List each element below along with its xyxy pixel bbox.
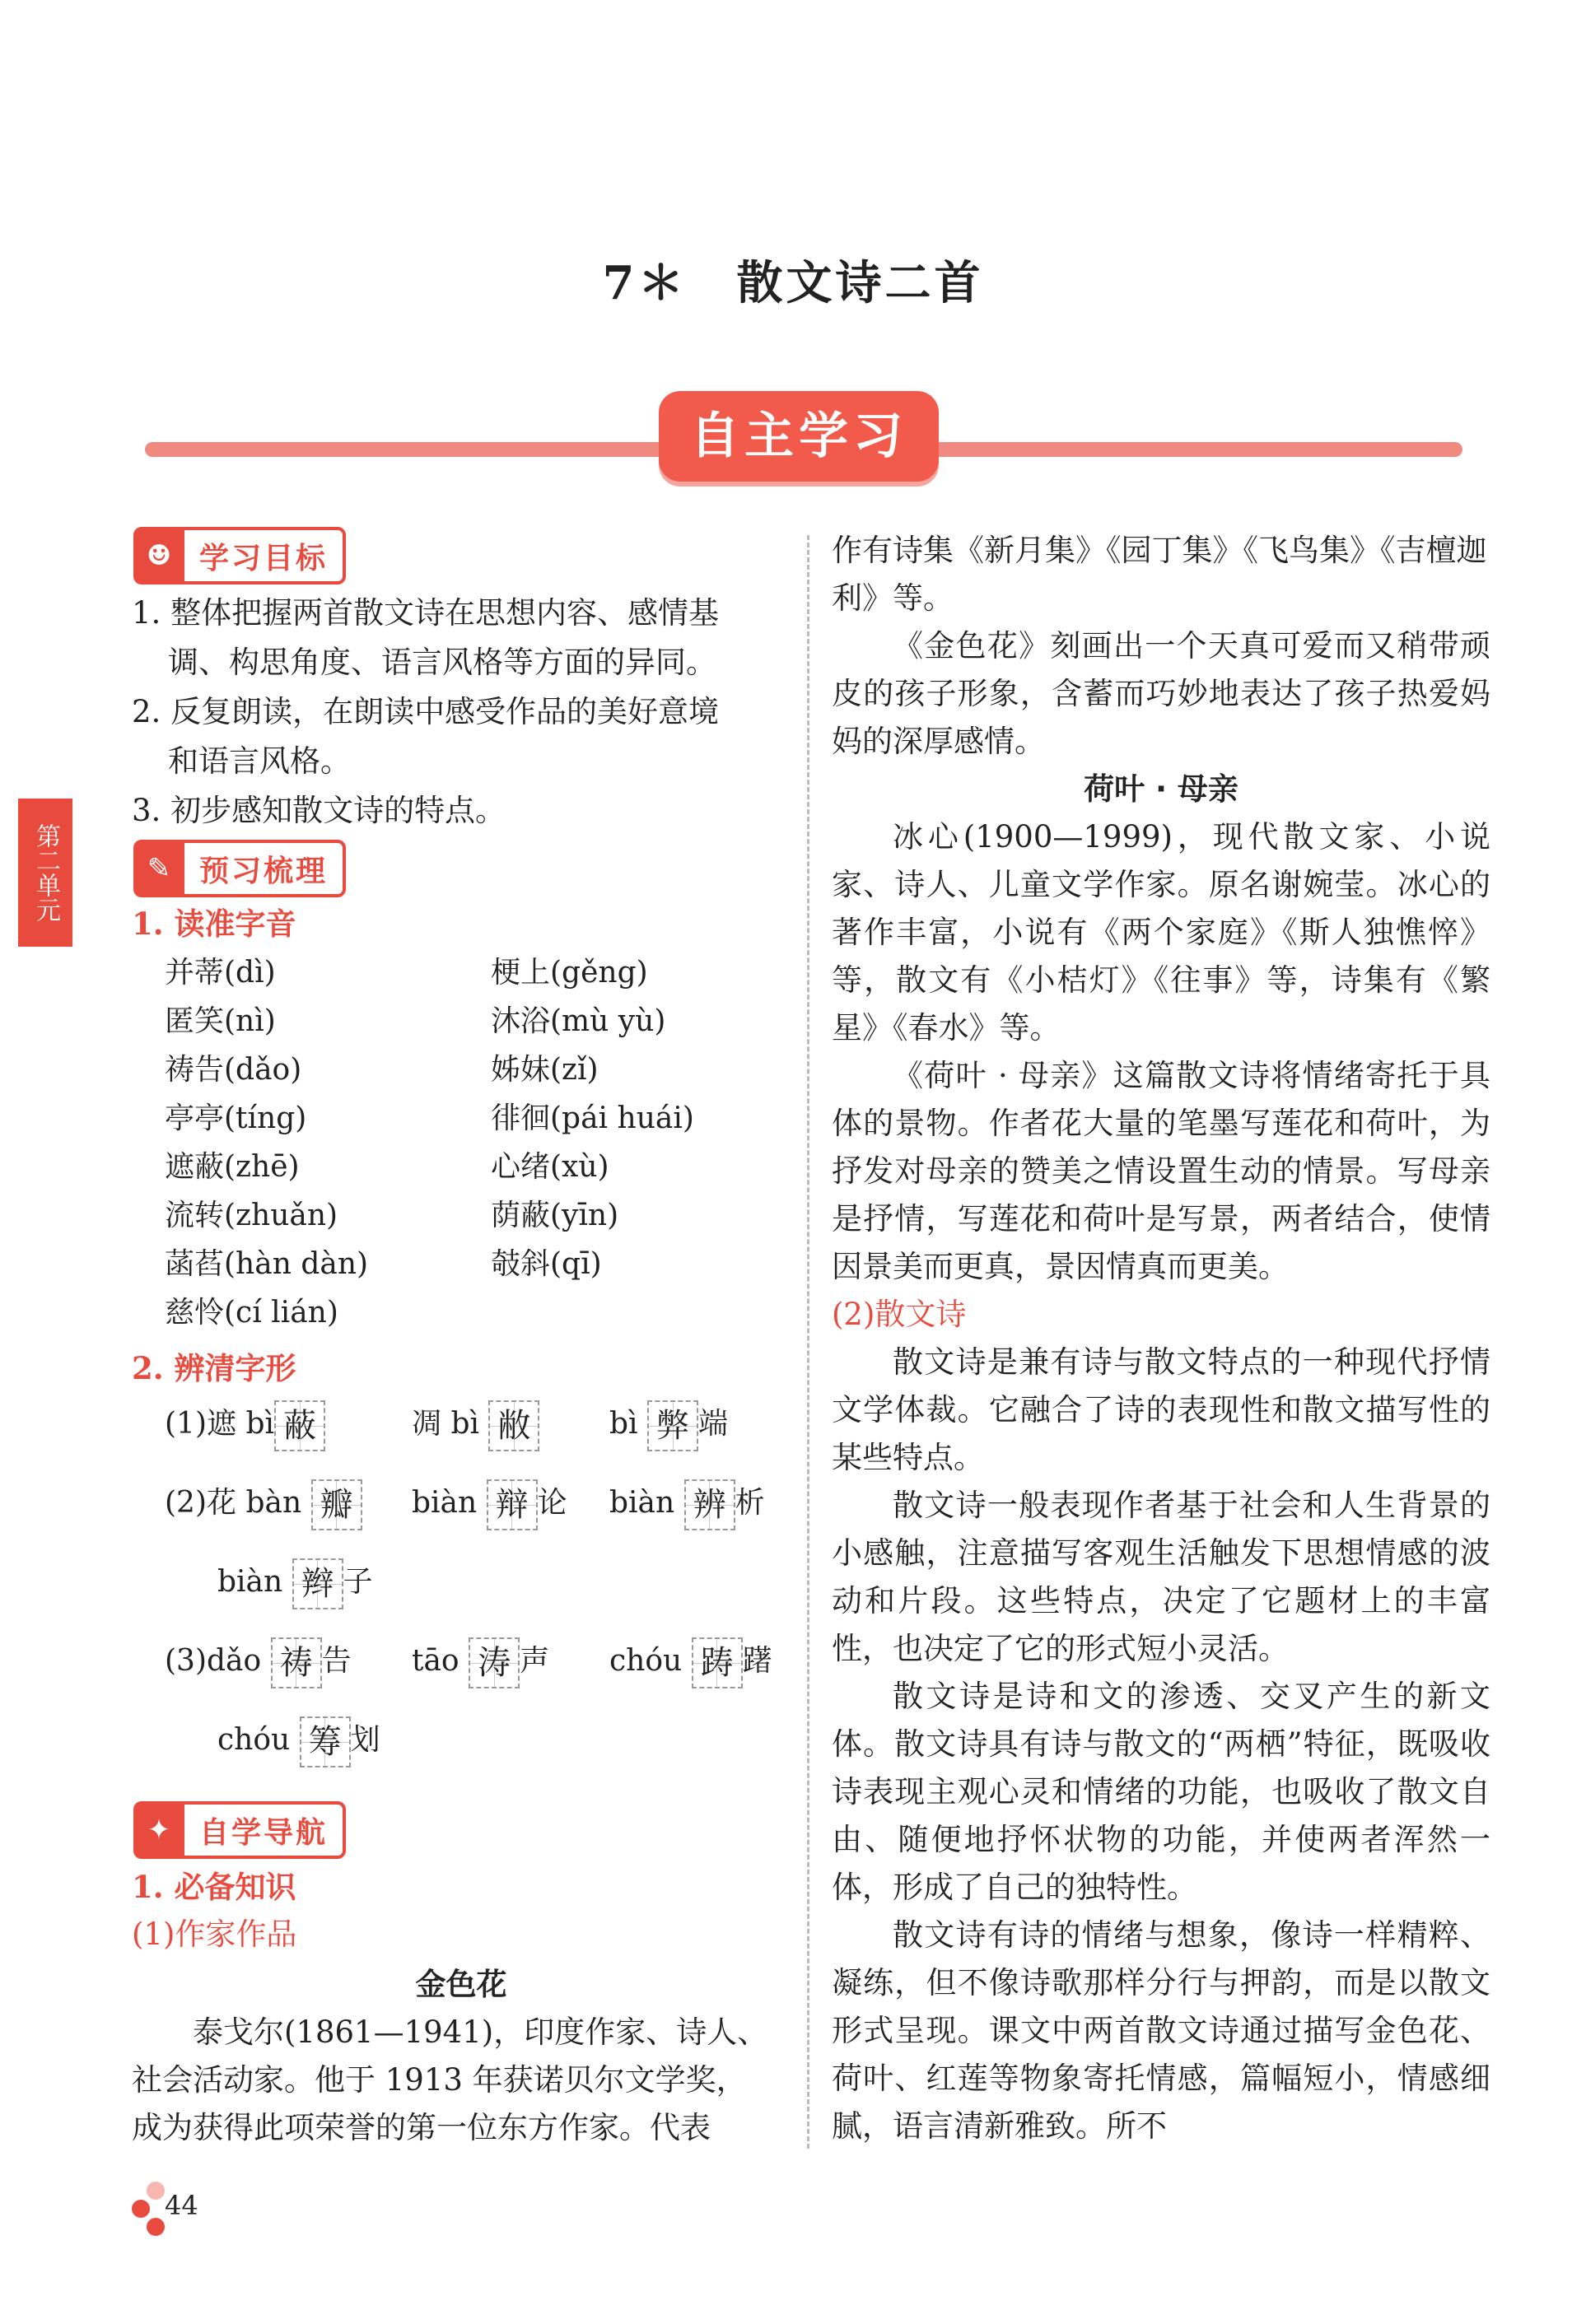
- tagore-intro: 泰戈尔(1861—1941)，印度作家、诗人、 社会活动家。他于 1913 年获诺贝尔文学奖， 成为获得此项荣誉的第一位东方作家。代表: [132, 2014, 768, 2145]
- glyph-row: chóu 筹 划: [165, 1716, 791, 1795]
- student-icon: ☻: [133, 530, 184, 581]
- page-number: 44: [165, 2190, 198, 2221]
- guide-header: ✦ 自学导航: [133, 1801, 346, 1859]
- pinyin-heading: 1. 读准字音: [132, 906, 296, 942]
- right-column: [832, 527, 1490, 2150]
- book-title-lotus-mother: 荷叶 · 母亲: [1084, 771, 1238, 807]
- glyph-exercises: [165, 1400, 791, 1795]
- pinyin-right-list: 梗上(gěng) 沐浴(mù yù) 姊妹(zǐ) 徘徊(pái huái) 心绪(xù) 荫蔽(yīn) 攲斜(qī): [491, 956, 694, 1281]
- preview-header: ✎ 预习梳理: [133, 840, 346, 897]
- pinyin-left-list: 并蒂(dì) 匿笑(nì) 祷告(dǎo) 亭亭(tíng) 遮蔽(zhē) 流转(zhuǎn) 菡萏(hàn dàn) 慈怜(cí lián): [165, 956, 369, 1330]
- page-title: 7＊ 散文诗二首: [602, 256, 984, 310]
- pencil-icon: ✎: [133, 843, 184, 894]
- golden-flower-summary: 《金色花》刻画出一个天真可爱而又稍带顽皮的孩子形象，含蓄而巧妙地表达了孩子热爱妈妈的深厚感情。: [832, 628, 1490, 759]
- glyph-row: (2)花 bàn 瓣 biàn 辩 论 biàn 辨 析: [165, 1479, 791, 1558]
- glyph-heading: 2. 辨清字形: [132, 1350, 296, 1386]
- book-title-golden-flower: 金色花: [415, 1967, 507, 2002]
- hexagon-decoration: [132, 2182, 165, 2239]
- column-divider: [807, 535, 809, 2149]
- goals-list: 1. 整体把握两首散文诗在思想内容、感情基 调、构思角度、语言风格等方面的异同。 2. 反复朗读，在朗读中感受作品的美好意境 和语言风格。 3. 初步感知散文诗的特点。: [132, 595, 720, 828]
- goals-header: ☻ 学习目标: [133, 527, 346, 584]
- author-works-heading: (1)作家作品: [132, 1916, 297, 1952]
- glyph-row: (3)dǎo 祷 告 tāo 涛 声 chóu 踌 躇: [165, 1637, 791, 1716]
- unit-side-tab: 第二单元: [18, 799, 72, 947]
- knowledge-heading: 1. 必备知识: [132, 1869, 296, 1905]
- prose-poem-p1: 散文诗是兼有诗与散文特点的一种现代抒情文学体裁。它融合了诗的表现性和散文描写性的某些特点。: [832, 1344, 1490, 1475]
- works-continued: 作有诗集《新月集》《园丁集》《飞鸟集》《吉檀迦 利》等。: [832, 533, 1487, 616]
- bingxin-intro: 冰心(1900—1999)，现代散文家、小说家、诗人、儿童文学作家。原名谢婉莹。冰心的著作丰富，小说有《两个家庭》《斯人独憔悴》等，散文有《小桔灯》《往事》等，诗集有《繁星》《春水》等。: [832, 819, 1490, 1046]
- telescope-icon: ✦: [133, 1805, 184, 1856]
- section-banner: 自主学习: [659, 391, 939, 482]
- glyph-row: (1)遮 bì 蔽 凋 bì 敝 bì 弊 端: [165, 1400, 791, 1479]
- glyph-row: biàn 辫 子: [165, 1558, 791, 1637]
- lotus-mother-summary: 《荷叶 · 母亲》这篇散文诗将情绪寄托于具体的景物。作者花大量的笔墨写莲花和荷叶，为抒发对母亲的赞美之情设置生动的情景。写母亲是抒情，写莲花和荷叶是写景，两者结合，使情因景美而更真，景因情真而更美。: [832, 1058, 1490, 1284]
- prose-poem-p3: 散文诗是诗和文的渗透、交叉产生的新文体。散文诗具有诗与散文的“两栖”特征，既吸收诗表现主观心灵和情绪的功能，也吸收了散文自由、随便地抒怀状物的功能，并使两者浑然一体，形成了自己的独特性。: [832, 1679, 1490, 1905]
- prose-poem-p2: 散文诗一般表现作者基于社会和人生背景的小感触，注意描写客观生活触发下思想情感的波动和片段。这些特点，决定了它题材上的丰富性，也决定了它的形式短小灵活。: [832, 1488, 1490, 1666]
- prose-poem-heading: (2)散文诗: [832, 1297, 967, 1332]
- prose-poem-p4: 散文诗有诗的情绪与想象，像诗一样精粹、凝练，但不像诗歌那样分行与押韵，而是以散文形式呈现。课文中两首散文诗通过描写金色花、荷叶、红莲等物象寄托情感，篇幅短小，情感细腻，语言清新雅致。所不: [832, 1917, 1490, 2144]
